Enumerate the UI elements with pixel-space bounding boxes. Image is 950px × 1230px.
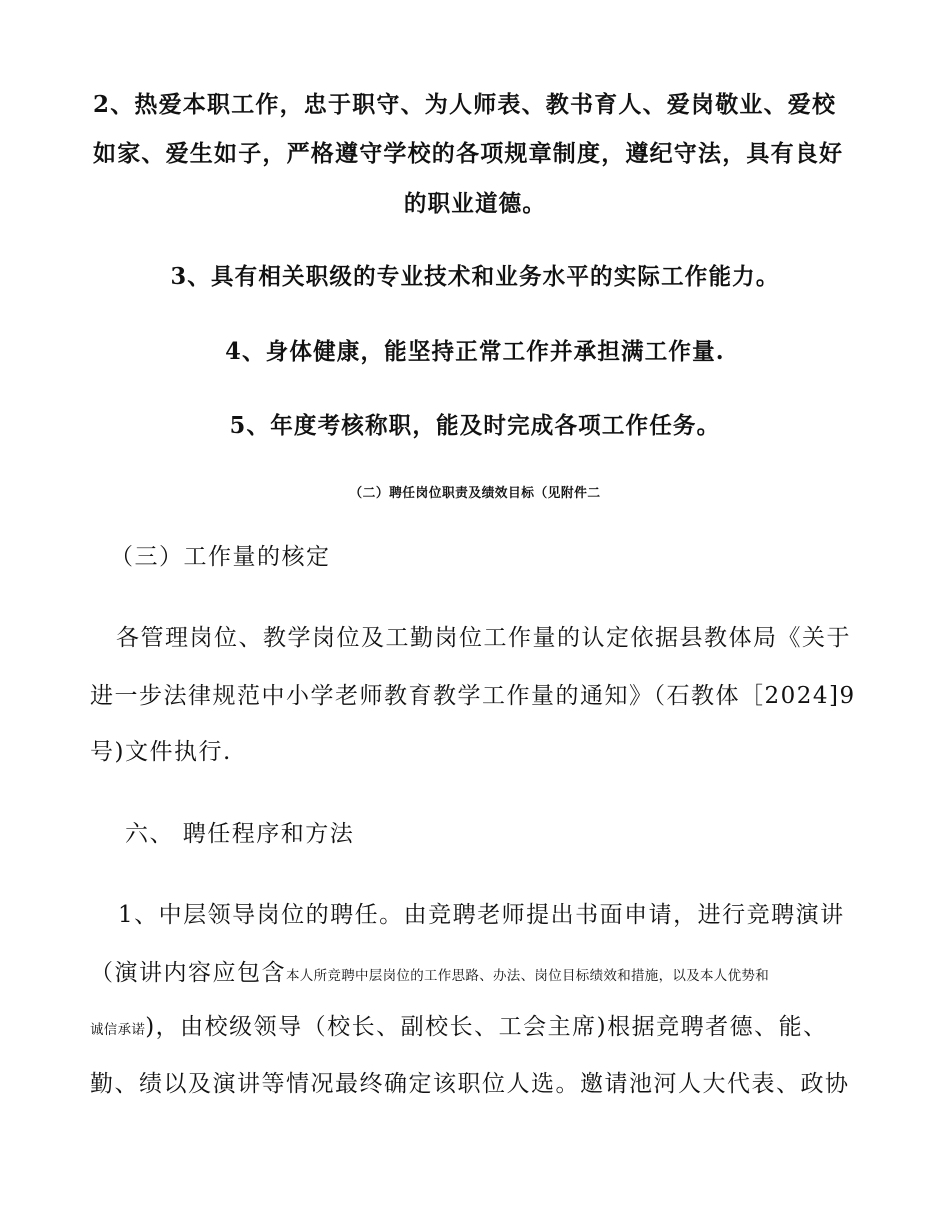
section2-heading: （二）聘任岗位职责及绩效目标（见附件二 <box>349 486 601 501</box>
section6-p1-line2 <box>90 962 769 985</box>
section3-para-line1: 各管理岗位、教学岗位及工勤岗位工作量的认定依据县教体局《关于 <box>116 625 851 651</box>
criteria-item2-line2: 如家、爱生如子，严格遵守学校的各项规章制度，遵纪守法，具有良好 <box>93 140 844 167</box>
section6-p1-line3 <box>90 1016 828 1039</box>
section6-p1-line3-small: 诚信承诺 <box>90 1022 146 1038</box>
section6-p1-line2-large: （演讲内容应包含 <box>90 960 286 986</box>
section3-para-line2: 进一步法律规范中小学老师教育教学工作量的通知》（石教体［2024]9 <box>90 683 856 709</box>
criteria-item3: 3、具有相关职级的专业技术和业务水平的实际工作能力。 <box>170 263 780 290</box>
section6-heading: 六、 聘任程序和方法 <box>125 821 355 847</box>
section6-p1-line2-small: 本人所竞聘中层岗位的工作思路、办法、岗位目标绩效和措施，以及本人优势和 <box>286 968 769 984</box>
criteria-item5: 5、年度考核称职，能及时完成各项工作任务。 <box>229 412 721 439</box>
section3-para-line3: 号)文件执行. <box>90 739 232 765</box>
section3-heading: （三）工作量的核定 <box>110 544 331 570</box>
criteria-item4: 4、身体健康，能坚持正常工作并承担满工作量. <box>225 338 725 365</box>
section6-p1-line1: 1、中层领导岗位的聘任。由竞聘老师提出书面申请，进行竞聘演讲 <box>118 902 845 928</box>
section6-p1-line3-large: )，由校级领导（校长、副校长、工会主席)根据竞聘者德、能、 <box>145 1014 828 1040</box>
section6-p1-line4: 勤、绩以及演讲等情况最终确定该职位人选。邀请池河人大代表、政协 <box>90 1071 850 1097</box>
criteria-item2-line3: 的职业道德。 <box>403 190 547 217</box>
criteria-item2-line1: 2、热爱本职工作，忠于职守、为人师表、教书育人、爱岗敬业、爱校 <box>93 91 837 118</box>
